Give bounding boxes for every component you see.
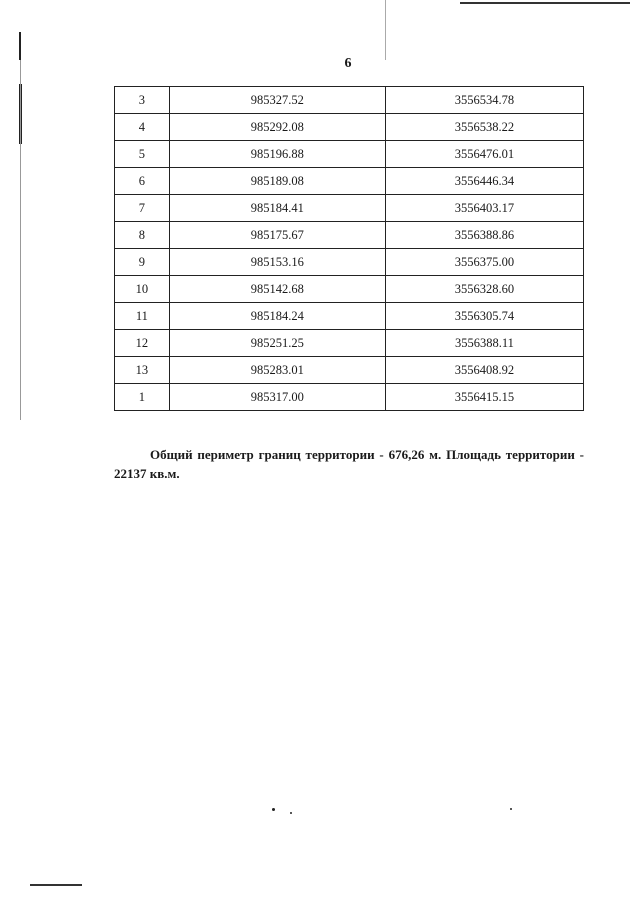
point-number-cell: 6 [115,168,170,195]
y-coordinate-cell: 3556388.11 [385,330,583,357]
table-row [115,87,584,114]
y-coordinate-cell: 3556538.22 [385,114,583,141]
x-coordinate-cell: 985184.24 [169,303,385,330]
table-row [115,330,584,357]
y-coordinate-cell: 3556328.60 [385,276,583,303]
scan-artifact-line [20,60,21,420]
coordinates-table [114,86,584,411]
y-coordinate-cell: 3556388.86 [385,222,583,249]
x-coordinate-cell: 985292.08 [169,114,385,141]
scan-artifact-line [30,884,82,886]
x-coordinate-cell: 985317.00 [169,384,385,411]
point-number-cell: 10 [115,276,170,303]
point-number-cell: 11 [115,303,170,330]
y-coordinate-cell: 3556446.34 [385,168,583,195]
scan-artifact-line [385,0,386,60]
territory-summary-text: Общий периметр границ территории - 676,26 м. Площадь территории - 22137 кв.м. [114,447,584,481]
y-coordinate-cell: 3556375.00 [385,249,583,276]
y-coordinate-cell: 3556408.92 [385,357,583,384]
table-row [115,303,584,330]
table-row [115,168,584,195]
x-coordinate-cell: 985283.01 [169,357,385,384]
x-coordinate-cell: 985184.41 [169,195,385,222]
point-number-cell: 7 [115,195,170,222]
scan-artifact-line [460,2,630,4]
y-coordinate-cell: 3556534.78 [385,87,583,114]
y-coordinate-cell: 3556476.01 [385,141,583,168]
x-coordinate-cell: 985153.16 [169,249,385,276]
y-coordinate-cell: 3556403.17 [385,195,583,222]
x-coordinate-cell: 985327.52 [169,87,385,114]
point-number-cell: 8 [115,222,170,249]
table-row [115,249,584,276]
scan-artifact-dot [290,812,292,814]
point-number-cell: 1 [115,384,170,411]
point-number-cell: 3 [115,87,170,114]
page-number: 6 [344,56,352,71]
scan-artifact-dot [510,808,512,810]
point-number-cell: 4 [115,114,170,141]
x-coordinate-cell: 985142.68 [169,276,385,303]
table-row [115,141,584,168]
table-row [115,195,584,222]
table-row [115,384,584,411]
y-coordinate-cell: 3556305.74 [385,303,583,330]
scan-artifact-dot [272,808,275,811]
table-row [115,357,584,384]
point-number-cell: 12 [115,330,170,357]
table-row [115,222,584,249]
table-row [115,276,584,303]
x-coordinate-cell: 985175.67 [169,222,385,249]
x-coordinate-cell: 985196.88 [169,141,385,168]
x-coordinate-cell: 985251.25 [169,330,385,357]
y-coordinate-cell: 3556415.15 [385,384,583,411]
point-number-cell: 9 [115,249,170,276]
point-number-cell: 5 [115,141,170,168]
table-row [115,114,584,141]
x-coordinate-cell: 985189.08 [169,168,385,195]
point-number-cell: 13 [115,357,170,384]
